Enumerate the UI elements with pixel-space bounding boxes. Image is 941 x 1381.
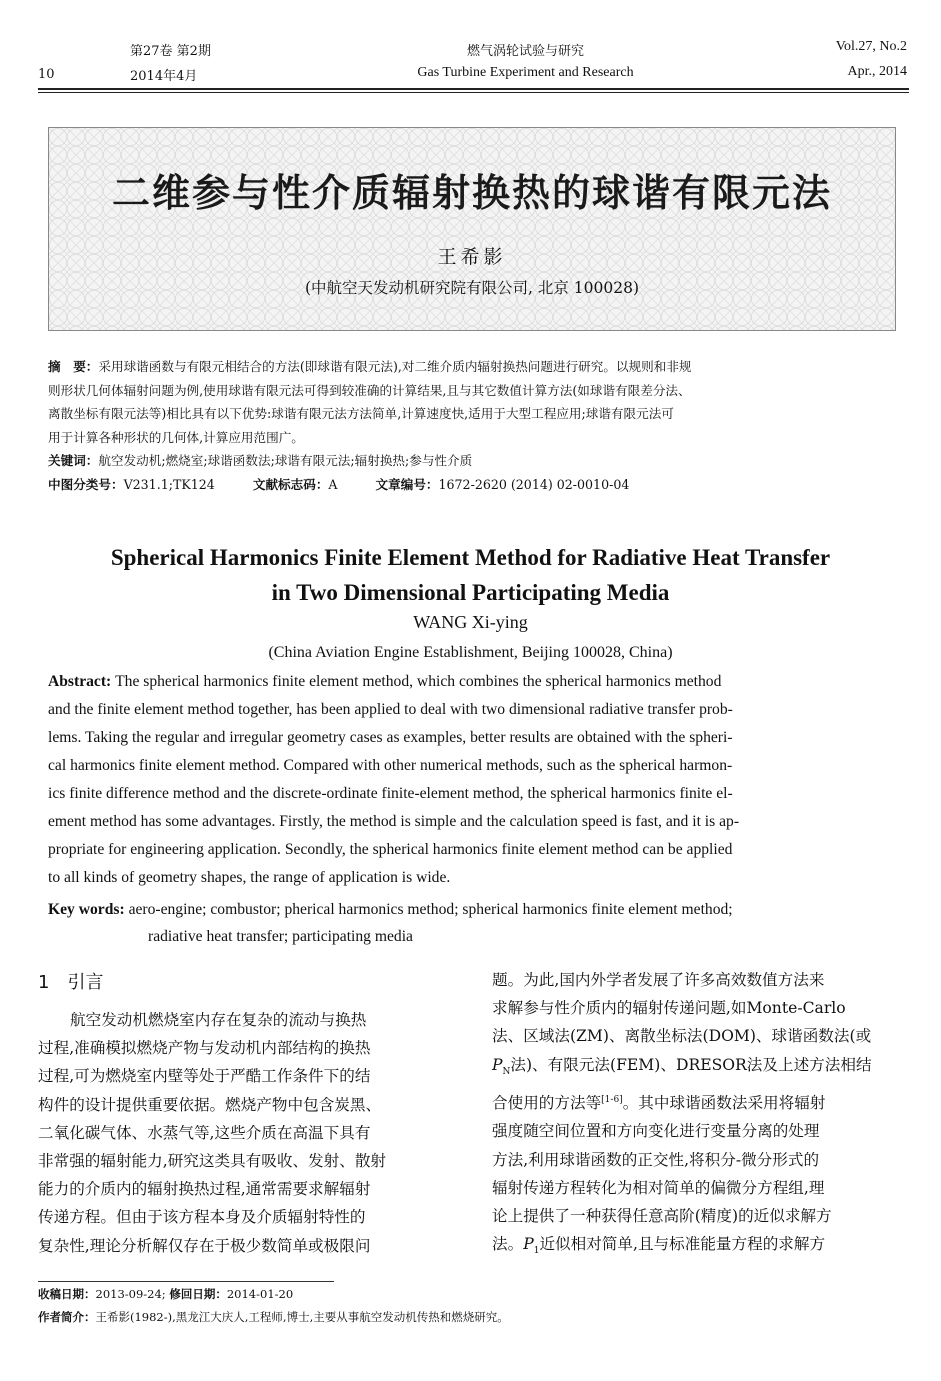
body-line: 。其中球谐函数法采用将辐射 bbox=[622, 1094, 826, 1113]
received-label: 收稿日期： bbox=[38, 1287, 96, 1301]
header-rule-thick bbox=[38, 88, 909, 90]
body-line: 法。 bbox=[492, 1235, 524, 1254]
keywords-en-line2: radiative heat transfer; participating media bbox=[148, 928, 413, 945]
title-en-line1: Spherical Harmonics Finite Element Method for Radiative Heat Transfer bbox=[110, 545, 831, 570]
body-line: 复杂性,理论分析解仅存在于极少数简单或极限问 bbox=[38, 1236, 371, 1255]
body-line: 题。为此,国内外学者发展了许多高效数值方法来 bbox=[492, 971, 825, 989]
journal-date-cn: 2014年4月 bbox=[130, 69, 198, 84]
title-en-line2: in Two Dimensional Participating Media bbox=[271, 580, 670, 605]
received-date: 2013-09-24; bbox=[95, 1287, 166, 1301]
footnote-dates bbox=[38, 1286, 293, 1302]
author-en: WANG Xi-ying bbox=[413, 612, 528, 632]
footnote-author bbox=[38, 1309, 509, 1325]
abstract-en-line: to all kinds of geometry shapes, the range of application is wide. bbox=[48, 869, 451, 886]
body-right-column bbox=[492, 966, 909, 1265]
abstract-en-label: Abstract bbox=[48, 673, 107, 690]
journal-name-en: Gas Turbine Experiment and Research bbox=[417, 65, 634, 80]
body-line: 构件的设计提供重要依据。燃烧产物中包含炭黑、 bbox=[38, 1095, 382, 1114]
pn-symbol: P bbox=[492, 1055, 503, 1074]
section-heading: 1 引言 bbox=[38, 972, 104, 993]
body-line: 过程,可为燃烧室内壁等处于严酷工作条件下的结 bbox=[38, 1067, 371, 1086]
header-rule-thin bbox=[38, 92, 909, 93]
keywords-cn-label: 关键词： bbox=[48, 453, 99, 468]
abstract-en-line: cal harmonics finite element method. Compared with other numerical methods, such as the spherical harmon- bbox=[48, 757, 733, 774]
revised-date: 2014-01-20 bbox=[226, 1287, 294, 1301]
doc-code: A bbox=[328, 476, 338, 492]
clc-label: 中图分类号： bbox=[48, 476, 124, 492]
abstract-en-line: propriate for engineering application. Secondly, the spherical harmonics finite element method can be applied bbox=[48, 841, 733, 858]
p1-subscript: 1 bbox=[533, 1246, 540, 1257]
keywords-cn: 航空发动机;燃烧室;球谐函数法;球谐有限元法;辐射换热;参与性介质 bbox=[98, 453, 473, 468]
article-number-label: 文章编号： bbox=[375, 476, 439, 492]
author-bio: 王希影(1982-),黑龙江大庆人,工程师,博士,主要从事航空发动机传热和燃烧研究。 bbox=[95, 1310, 509, 1324]
body-line: 过程,准确模拟燃烧产物与发动机内部结构的换热 bbox=[38, 1039, 371, 1058]
body-line: 法、区域法(ZM)、离散坐标法(DOM)、球谐函数法(或 bbox=[492, 1027, 872, 1046]
revised-label: 修回日期： bbox=[169, 1287, 227, 1301]
abstract-cn-line: 采用球谐函数与有限元相结合的方法(即球谐有限元法),对二维介质内辐射换热问题进行研究。以规则和非规 bbox=[98, 359, 692, 374]
keywords-en-label: Key words bbox=[48, 901, 120, 918]
journal-volume-en: Vol.27, No.2 bbox=[835, 39, 907, 54]
p1-symbol: P bbox=[523, 1235, 534, 1254]
journal-date-en: Apr., 2014 bbox=[847, 64, 907, 79]
abstract-cn-line: 用于计算各种形状的几何体,计算应用范围广。 bbox=[48, 429, 304, 445]
keywords-en-line1: aero-engine; combustor; pherical harmonics method; spherical harmonics finite element method; bbox=[128, 901, 733, 918]
body-line: 辐射传递方程转化为相对简单的偏微分方程组,理 bbox=[492, 1178, 825, 1197]
body-line: 二氧化碳气体、水蒸气等,这些介质在高温下具有 bbox=[38, 1123, 371, 1142]
abstract-en-line: ics finite difference method and the discrete-ordinate finite-element method, the spherical harmonics finite el- bbox=[48, 785, 733, 802]
affiliation-cn: (中航空天发动机研究院有限公司, 北京 100028) bbox=[304, 279, 640, 297]
abstract-en-line: The spherical harmonics finite element method, which combines the spherical harmonics method bbox=[115, 673, 722, 690]
body-line: 法)、有限元法(FEM)、DRESOR法及上述方法相结 bbox=[510, 1055, 872, 1074]
abstract-en-line: and the finite element method together, has been applied to deal with two dimensional radiative transfer prob- bbox=[48, 701, 733, 718]
page-number: 10 bbox=[38, 67, 55, 82]
author-cn: 王希影 bbox=[437, 246, 507, 268]
footnote-rule bbox=[38, 1281, 334, 1282]
body-line: 非常强的辐射能力,研究这类具有吸收、发射、散射 bbox=[38, 1152, 387, 1171]
reference-citation: [1-6] bbox=[601, 1094, 623, 1105]
abstract-cn-line: 则形状几何体辐射问题为例,使用球谐有限元法可得到较准确的计算结果,且与其它数值计算方法(如球谐有限差分法、 bbox=[48, 382, 691, 398]
abstract-en-line: ement method has some advantages. Firstly, the method is simple and the calculation speed is fast, and it is ap- bbox=[48, 813, 740, 830]
journal-volume-cn: 第27卷 第2期 bbox=[130, 44, 211, 59]
body-line: 求解参与性介质内的辐射传递问题,如Monte-Carlo bbox=[492, 999, 846, 1018]
affiliation-en: (China Aviation Engine Establishment, Beijing 100028, China) bbox=[268, 644, 673, 661]
body-line: 方法,利用球谐函数的正交性,将积分-微分形式的 bbox=[492, 1150, 820, 1169]
keywords-en: Key words: aero-engine; combustor; pherical harmonics method; spherical harmonics finite element method; bbox=[48, 901, 733, 918]
author-bio-label: 作者简介： bbox=[38, 1310, 96, 1324]
abstract-cn bbox=[48, 355, 886, 496]
abstract-en: Abstract: The spherical harmonics finite element method, which combines the spherical harmonics method and the finite element method together, has been applied to deal with two dimensional radiative transfer prob- lems. Taking the regular and irregular geometry cases as examples, better results are obtained with the spheri- cal harmonics finite element method. Compared with other numerical methods, such as the spherical harmon- ics finite difference method and the discrete-ordinate finite-element method, the spherical harmonics finite el- ement method has some advantages. Firstly, the method is simple and the calculation speed is fast, and it is ap- propriate for engineering application. Secondly, the spherical harmonics finite element method can be applied to all kinds of geometry shapes, the range of application is wide. bbox=[48, 668, 878, 892]
abstract-cn-line: 离散坐标有限元法等)相比具有以下优势:球谐有限元法方法简单,计算速度快,适用于大型工程应用;球谐有限元法可 bbox=[48, 406, 674, 421]
body-line: 强度随空间位置和方向变化进行变量分离的处理 bbox=[492, 1122, 820, 1141]
journal-name-cn: 燃气涡轮试验与研究 bbox=[466, 44, 584, 59]
body-line: 论上提供了一种获得任意高阶(精度)的近似求解方 bbox=[492, 1206, 832, 1225]
article-number: 1672-2620 (2014) 02-0010-04 bbox=[438, 476, 630, 492]
body-line: 传递方程。但由于该方程本身及介质辐射特性的 bbox=[38, 1208, 366, 1227]
body-left-column bbox=[38, 1006, 454, 1260]
body-line: 近似相对简单,且与标准能量方程的求解方 bbox=[539, 1235, 826, 1254]
body-line: 合使用的方法等 bbox=[492, 1094, 602, 1113]
abstract-en-line: lems. Taking the regular and irregular geometry cases as examples, better results are obtained with the spheri- bbox=[48, 729, 733, 746]
title-cn: 二维参与性介质辐射换热的球谐有限元法 bbox=[111, 171, 832, 215]
doc-code-label: 文献标志码： bbox=[252, 476, 329, 492]
body-line: 能力的介质内的辐射换热过程,通常需要求解辐射 bbox=[38, 1180, 371, 1199]
body-line: 航空发动机燃烧室内存在复杂的流动与换热 bbox=[70, 1011, 367, 1029]
pn-subscript: N bbox=[502, 1066, 511, 1077]
title-banner bbox=[48, 127, 896, 331]
clc-number: V231.1;TK124 bbox=[123, 476, 215, 492]
abstract-cn-label: 摘 要： bbox=[48, 359, 99, 374]
